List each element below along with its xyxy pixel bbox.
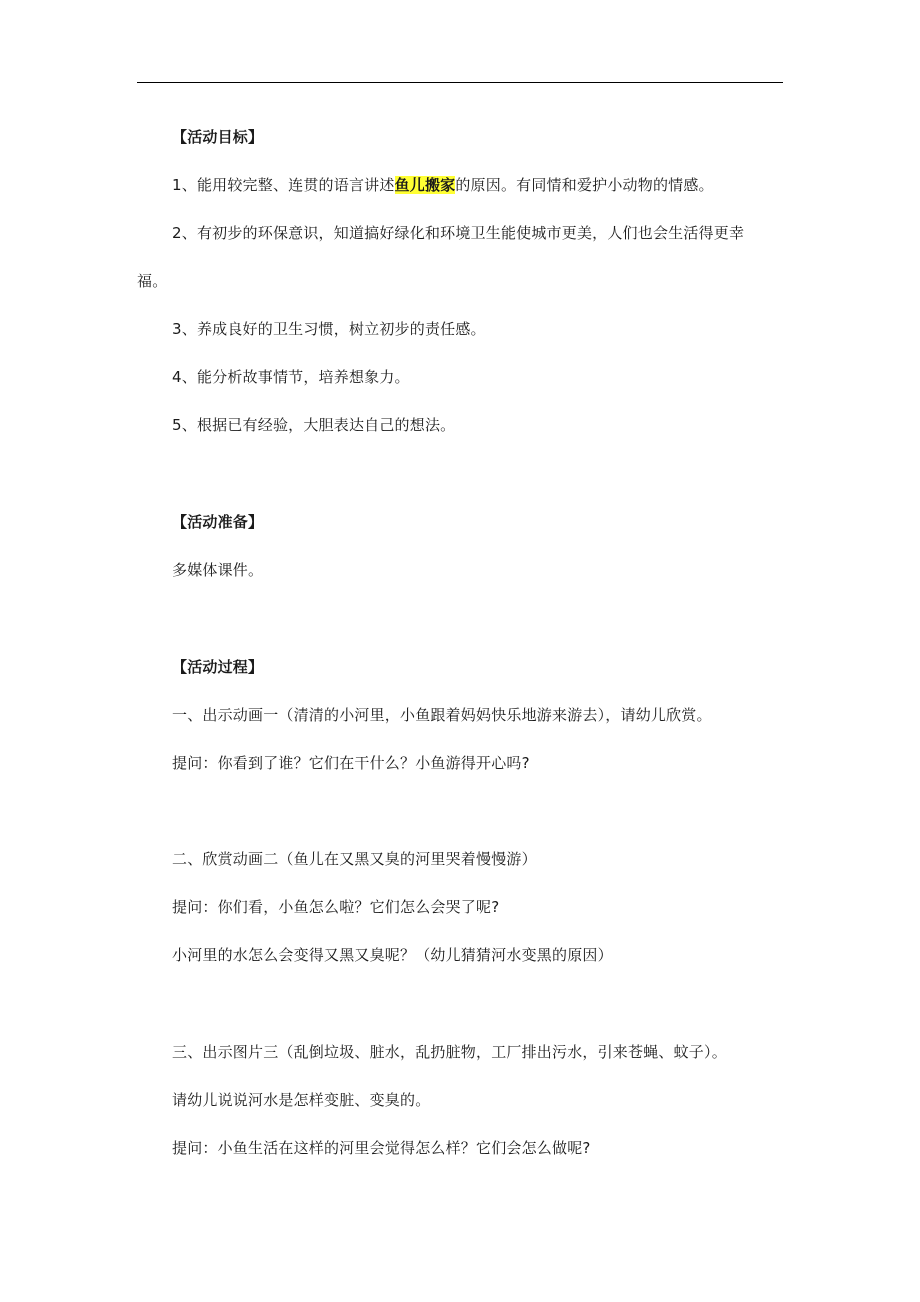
goal-item-1-before: 1、能用较完整、连贯的语言讲述 — [172, 176, 395, 194]
goal-item-2-line-2: 福。 — [137, 272, 168, 290]
preparation-heading: 【活动准备】 — [172, 513, 264, 531]
process-step-3-question: 提问：小鱼生活在这样的河里会觉得怎么样？它们会怎么做呢? — [172, 1139, 591, 1157]
process-step-1-question: 提问：你看到了谁？它们在干什么？小鱼游得开心吗? — [172, 754, 530, 772]
process-heading: 【活动过程】 — [172, 658, 264, 676]
goal-item-2-line-1: 2、有初步的环保意识，知道搞好绿化和环境卫生能使城市更美，人们也会生活得更幸 — [172, 224, 745, 242]
header-rule — [137, 82, 783, 83]
goal-item-4: 4、能分析故事情节，培养想象力。 — [172, 368, 410, 386]
goal-item-1-highlight: 鱼儿搬家 — [394, 176, 456, 194]
process-step-3: 三、出示图片三（乱倒垃圾、脏水，乱扔脏物，工厂排出污水，引来苍蝇、蚊子）。 — [172, 1043, 727, 1061]
goal-item-1 — [172, 174, 714, 196]
process-step-3-activity: 请幼儿说说河水是怎样变脏、变臭的。 — [172, 1091, 431, 1109]
process-step-2: 二、欣赏动画二（鱼儿在又黑又臭的河里哭着慢慢游） — [172, 850, 537, 868]
process-step-1: 一、出示动画一（清清的小河里，小鱼跟着妈妈快乐地游来游去），请幼儿欣赏。 — [172, 706, 712, 724]
process-step-2-question-2: 小河里的水怎么会变得又黑又臭呢？（幼儿猜猜河水变黑的原因） — [172, 946, 613, 964]
goal-item-1-after: 的原因。有同情和爱护小动物的情感。 — [455, 176, 714, 194]
process-step-2-question-1: 提问：你们看，小鱼怎么啦？它们怎么会哭了呢? — [172, 898, 500, 916]
goal-item-5: 5、根据已有经验，大胆表达自己的想法。 — [172, 416, 456, 434]
preparation-text: 多媒体课件。 — [172, 561, 264, 579]
goal-item-3: 3、养成良好的卫生习惯，树立初步的责任感。 — [172, 320, 486, 338]
goals-heading: 【活动目标】 — [172, 128, 264, 146]
